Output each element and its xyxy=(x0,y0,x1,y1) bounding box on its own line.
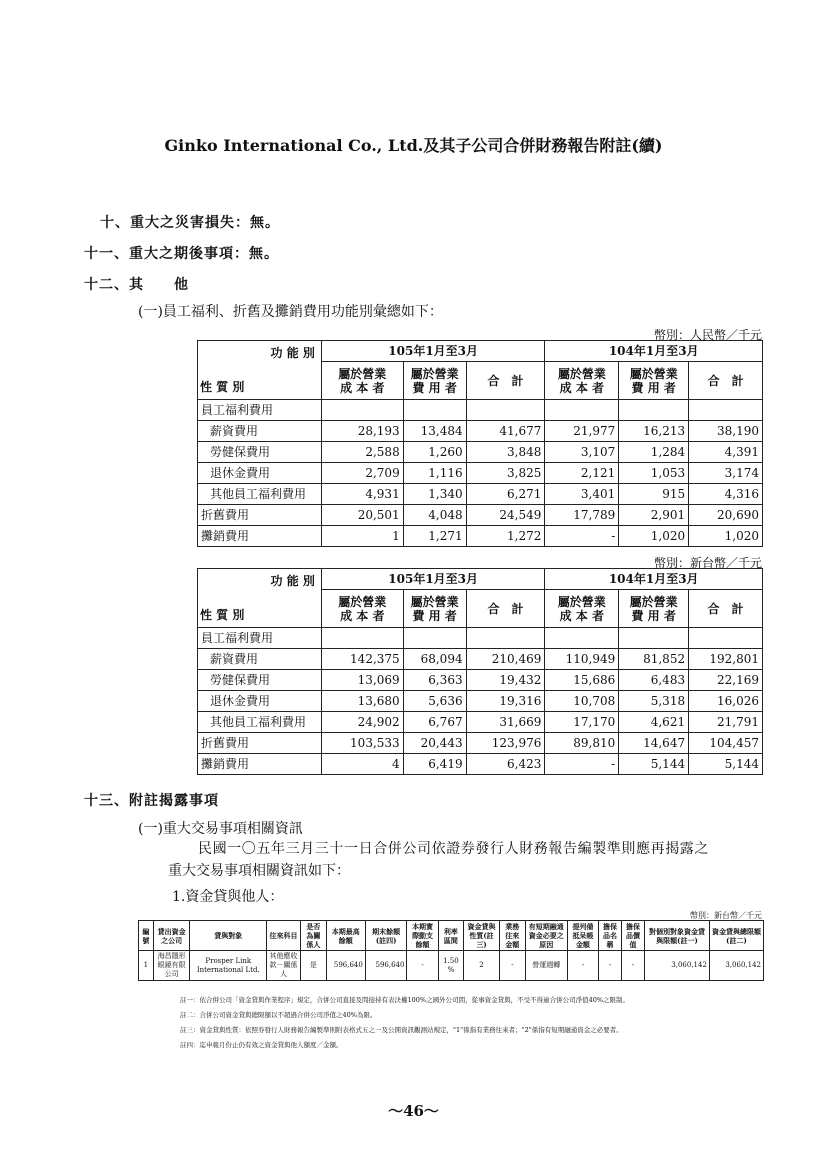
table2-unit: 幣別：新台幣／千元 xyxy=(653,556,762,570)
table-cell: 123,976 xyxy=(466,733,545,754)
table-cell: 3,825 xyxy=(466,463,545,484)
table-cell: 6,767 xyxy=(403,712,466,733)
table-cell: 17,789 xyxy=(545,505,619,526)
table-cell: 14,647 xyxy=(619,733,689,754)
table-cell: 142,375 xyxy=(321,649,403,670)
loan-cell: 1 xyxy=(139,951,154,981)
table-cell: 1,340 xyxy=(403,484,466,505)
row-label: 攤銷費用 xyxy=(198,526,322,547)
table-cell: 20,690 xyxy=(689,505,763,526)
table-cell: 104,457 xyxy=(689,733,763,754)
row-label: 勞健保費用 xyxy=(198,670,322,691)
table-cell xyxy=(403,628,466,649)
table-cell xyxy=(545,400,619,421)
header-corner xyxy=(198,341,322,400)
loan-header-cell: 有短期融通資金必要之原因 xyxy=(525,921,567,951)
section-13: 十三、附註揭露事項 xyxy=(84,793,219,809)
loan-header-cell: 貸出資金之公司 xyxy=(153,921,190,951)
table-row xyxy=(198,712,763,733)
table-cell: 4,621 xyxy=(619,712,689,733)
table-cell: 1,116 xyxy=(403,463,466,484)
loan-header-cell: 業務往來金額 xyxy=(499,921,525,951)
section-12-1: (一)員工福利、折舊及攤銷費用功能別彙總如下： xyxy=(138,304,443,320)
loan-cell: - xyxy=(567,951,598,981)
table-cell: - xyxy=(545,526,619,547)
section-13-para-1: 民國一〇五年三月三十一日合併公司依證券發行人財務報告編製準則應再揭露之 xyxy=(198,841,709,857)
table-cell: 6,419 xyxy=(403,754,466,775)
table-cell: 89,810 xyxy=(545,733,619,754)
period-1-header: 105年1月至3月 xyxy=(321,569,545,590)
table-cell: 24,902 xyxy=(321,712,403,733)
table-cell: 3,848 xyxy=(466,442,545,463)
function-label: 功 能 別 xyxy=(270,346,315,360)
table-cell: 13,069 xyxy=(321,670,403,691)
cost-header: 屬於營業 成 本 者 xyxy=(545,362,619,400)
table-cell xyxy=(403,400,466,421)
row-label: 員工福利費用 xyxy=(198,400,322,421)
loan-header-cell: 貸與對象 xyxy=(190,921,267,951)
table-cell: 4,316 xyxy=(689,484,763,505)
table-cell: 4,391 xyxy=(689,442,763,463)
table-cell: 1 xyxy=(321,526,403,547)
total-header: 合 計 xyxy=(689,590,763,628)
table-cell: 210,469 xyxy=(466,649,545,670)
table-cell: 68,094 xyxy=(403,649,466,670)
table-row xyxy=(198,733,763,754)
table-row xyxy=(198,463,763,484)
table-row xyxy=(198,628,763,649)
table-cell: 81,852 xyxy=(619,649,689,670)
table-cell xyxy=(689,628,763,649)
expense-header: 屬於營業 費 用 者 xyxy=(619,590,689,628)
row-label: 折舊費用 xyxy=(198,733,322,754)
table-cell: 6,483 xyxy=(619,670,689,691)
expense-header: 屬於營業 費 用 者 xyxy=(403,362,466,400)
cost-header: 屬於營業 成 本 者 xyxy=(545,590,619,628)
row-label: 其他員工福利費用 xyxy=(198,484,322,505)
loan-cell: 是 xyxy=(301,951,327,981)
loan-table xyxy=(138,920,764,981)
row-label: 薪資費用 xyxy=(198,421,322,442)
table-cell: - xyxy=(545,754,619,775)
total-header: 合 計 xyxy=(466,362,545,400)
loan-header-cell: 是否為關係人 xyxy=(301,921,327,951)
loan-cell: 3,060,142 xyxy=(709,951,763,981)
loan-cell: 3,060,142 xyxy=(644,951,709,981)
table-cell: 2,588 xyxy=(321,442,403,463)
table-cell: 1,272 xyxy=(466,526,545,547)
table1-unit: 幣別：人民幣／千元 xyxy=(653,328,762,342)
table-cell: 28,193 xyxy=(321,421,403,442)
table-cell: 4,048 xyxy=(403,505,466,526)
section-12: 十二、其 他 xyxy=(84,277,189,293)
loan-cell: 2 xyxy=(464,951,500,981)
note-4: 註四：迄申報月份止仍有效之資金貸與他人額度／金額。 xyxy=(180,1041,343,1049)
loan-cell: 596,640 xyxy=(326,951,365,981)
table-cell: 19,432 xyxy=(466,670,545,691)
expense-table-rmb xyxy=(197,340,763,547)
row-label: 攤銷費用 xyxy=(198,754,322,775)
table-cell: 5,144 xyxy=(619,754,689,775)
table-cell: 16,213 xyxy=(619,421,689,442)
table-cell: 5,318 xyxy=(619,691,689,712)
table-cell: 6,271 xyxy=(466,484,545,505)
table-cell: 10,708 xyxy=(545,691,619,712)
loan-cell: - xyxy=(499,951,525,981)
row-label: 退休金費用 xyxy=(198,463,322,484)
table-cell: 13,484 xyxy=(403,421,466,442)
table-cell: 38,190 xyxy=(689,421,763,442)
table-cell: 2,121 xyxy=(545,463,619,484)
table-cell: 1,020 xyxy=(619,526,689,547)
nature-label: 性 質 別 xyxy=(200,380,245,394)
loan-header-cell: 本期實際動支餘額 xyxy=(407,921,438,951)
loan-header-cell: 擔保品價值 xyxy=(622,921,645,951)
row-label: 薪資費用 xyxy=(198,649,322,670)
row-label: 折舊費用 xyxy=(198,505,322,526)
notes xyxy=(180,995,770,1049)
function-label: 功 能 別 xyxy=(270,574,315,588)
header-corner xyxy=(198,569,322,628)
loan-header-cell: 資金貸與性質(註三) xyxy=(464,921,500,951)
row-label: 退休金費用 xyxy=(198,691,322,712)
table-cell: 3,174 xyxy=(689,463,763,484)
loan-header-cell: 提列備抵呆帳金額 xyxy=(567,921,598,951)
table-cell: 20,501 xyxy=(321,505,403,526)
table-cell xyxy=(619,628,689,649)
table-cell xyxy=(466,400,545,421)
row-label: 員工福利費用 xyxy=(198,628,322,649)
table-cell xyxy=(466,628,545,649)
table-cell xyxy=(545,628,619,649)
loan-header-cell: 期末餘額(註四) xyxy=(365,921,407,951)
table-cell: 20,443 xyxy=(403,733,466,754)
table-cell: 16,026 xyxy=(689,691,763,712)
table-cell: 17,170 xyxy=(545,712,619,733)
table-cell: 5,144 xyxy=(689,754,763,775)
loan-cell: 1.50 % xyxy=(438,951,463,981)
section-13-item-1: 1.資金貸與他人： xyxy=(172,889,284,905)
expense-header: 屬於營業 費 用 者 xyxy=(619,362,689,400)
table-row xyxy=(198,526,763,547)
table-row xyxy=(198,691,763,712)
table-cell: 21,977 xyxy=(545,421,619,442)
loan-cell: 其他應收款－關係人 xyxy=(267,951,301,981)
table-cell: 6,423 xyxy=(466,754,545,775)
table-cell: 110,949 xyxy=(545,649,619,670)
table-cell: 1,053 xyxy=(619,463,689,484)
expense-table-twd xyxy=(197,568,763,775)
cost-header: 屬於營業 成 本 者 xyxy=(321,590,403,628)
period-2-header: 104年1月至3月 xyxy=(545,341,763,362)
table-row xyxy=(198,442,763,463)
expense-header: 屬於營業 費 用 者 xyxy=(403,590,466,628)
note-2: 註二：合併公司資金貸與總限額以不超過合併公司淨值之40%為限。 xyxy=(180,1011,377,1019)
loan-header-cell: 利率區間 xyxy=(438,921,463,951)
loan-header-cell: 本期最高餘額 xyxy=(326,921,365,951)
page-title: Ginko International Co., Ltd.及其子公司合併財務報告附註(續) xyxy=(164,136,663,155)
note-1: 註一：依合併公司「資金貸與作業程序」規定，合併公司直接及間接持有表決權100%之國外公司間，從事資金貸與，不受不得逾合併公司淨值40%之限制。 xyxy=(180,996,630,1004)
loan-header-cell: 編號 xyxy=(139,921,154,951)
table-cell: 2,709 xyxy=(321,463,403,484)
table-cell: 103,533 xyxy=(321,733,403,754)
period-1-header: 105年1月至3月 xyxy=(321,341,545,362)
table-cell: 21,791 xyxy=(689,712,763,733)
loan-cell: - xyxy=(622,951,645,981)
loan-table-unit: 幣別：新台幣／千元 xyxy=(690,911,762,920)
table-cell xyxy=(689,400,763,421)
table-cell: 192,801 xyxy=(689,649,763,670)
table-cell: 1,271 xyxy=(403,526,466,547)
table-cell: 5,636 xyxy=(403,691,466,712)
table-cell: 4,931 xyxy=(321,484,403,505)
table-row xyxy=(198,505,763,526)
section-11: 十一、重大之期後事項：無。 xyxy=(84,246,279,262)
nature-label: 性 質 別 xyxy=(200,608,245,622)
section-13-para-2: 重大交易事項相關資訊如下： xyxy=(168,863,350,879)
row-label: 勞健保費用 xyxy=(198,442,322,463)
table-cell: 22,169 xyxy=(689,670,763,691)
table-cell: 1,284 xyxy=(619,442,689,463)
loan-cell: - xyxy=(599,951,622,981)
table-row xyxy=(198,649,763,670)
table-cell: 6,363 xyxy=(403,670,466,691)
table-cell xyxy=(321,628,403,649)
section-10: 十、重大之災害損失：無。 xyxy=(100,215,280,231)
table-cell: 3,107 xyxy=(545,442,619,463)
table-cell xyxy=(619,400,689,421)
loan-cell: - xyxy=(407,951,438,981)
table-row xyxy=(198,754,763,775)
table-cell: 1,020 xyxy=(689,526,763,547)
table-cell: 24,549 xyxy=(466,505,545,526)
table-cell xyxy=(321,400,403,421)
loan-cell: Prosper Link International Ltd. xyxy=(190,951,267,981)
table-row xyxy=(198,400,763,421)
table-cell: 15,686 xyxy=(545,670,619,691)
table-row xyxy=(198,421,763,442)
table-cell: 13,680 xyxy=(321,691,403,712)
total-header: 合 計 xyxy=(466,590,545,628)
loan-cell: 海昌隱形眼鏡有限公司 xyxy=(153,951,190,981)
table-row xyxy=(198,484,763,505)
loan-header-cell: 對個別對象資金貸與限額(註一) xyxy=(644,921,709,951)
table-cell: 4 xyxy=(321,754,403,775)
table-row xyxy=(198,670,763,691)
table-cell: 3,401 xyxy=(545,484,619,505)
table-cell: 41,677 xyxy=(466,421,545,442)
table-cell: 2,901 xyxy=(619,505,689,526)
loan-cell: 營運週轉 xyxy=(525,951,567,981)
total-header: 合 計 xyxy=(689,362,763,400)
table-cell: 1,260 xyxy=(403,442,466,463)
loan-header-cell: 擔保品名稱 xyxy=(599,921,622,951)
loan-header-cell: 資金貸與總限額(註二) xyxy=(709,921,763,951)
table-cell: 31,669 xyxy=(466,712,545,733)
table-cell: 915 xyxy=(619,484,689,505)
page-number: ～46～ xyxy=(388,1102,439,1120)
period-2-header: 104年1月至3月 xyxy=(545,569,763,590)
cost-header: 屬於營業 成 本 者 xyxy=(321,362,403,400)
row-label: 其他員工福利費用 xyxy=(198,712,322,733)
table-cell: 19,316 xyxy=(466,691,545,712)
loan-header-cell: 往來科目 xyxy=(267,921,301,951)
section-13-1: (一)重大交易事項相關資訊 xyxy=(138,821,303,837)
loan-cell: 596,640 xyxy=(365,951,407,981)
note-3: 註三：資金貸與性質：依照券發行人財務報告編製準則附表格式五之一及公開資訊觀測站規定，"1"係指有業務往來者；"2"係指有短期融通資金之必要者。 xyxy=(180,1026,623,1034)
